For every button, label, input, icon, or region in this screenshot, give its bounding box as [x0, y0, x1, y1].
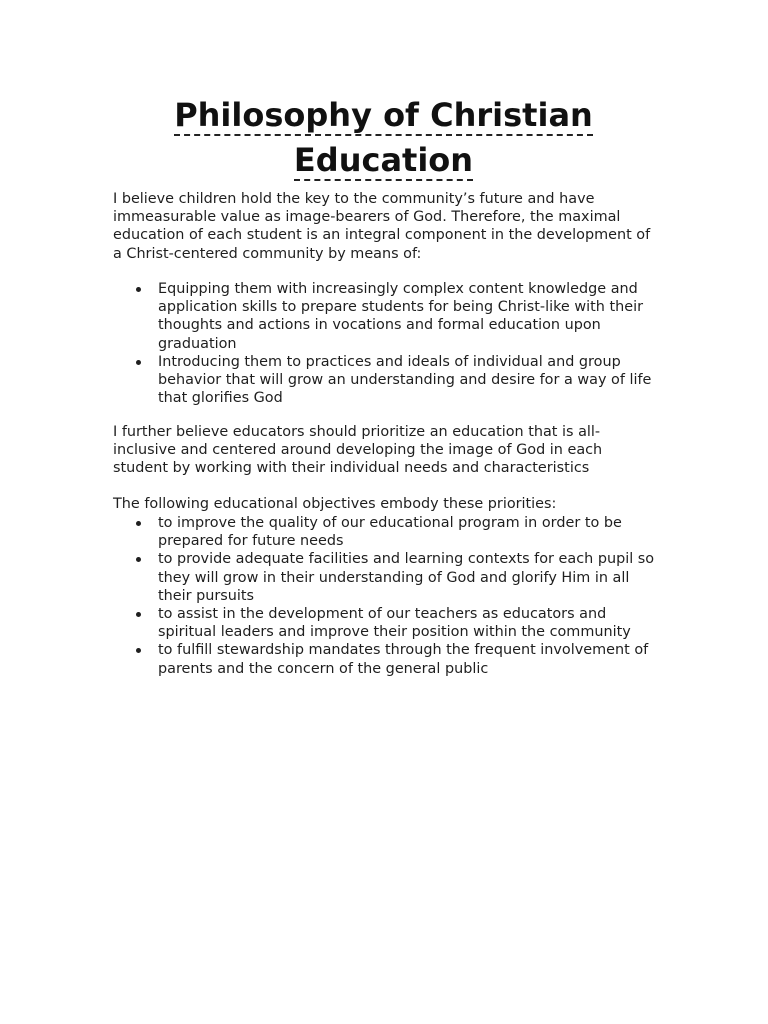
list-item	[113, 605, 658, 641]
list-item-text: to improve the quality of our educational program in order to be prepared for future needs	[158, 515, 622, 550]
list-item-text: to assist in the development of our teachers as educators and spiritual leaders and improve their position within the community	[158, 606, 631, 641]
document-title-text: Philosophy of Christian Education	[174, 96, 593, 179]
list-item-text: Equipping them with increasingly complex content knowledge and application skills to prepare students for being Christ-like with their thoughts and actions in vocations and formal education upon graduation	[158, 281, 644, 352]
bullet-icon	[136, 360, 141, 365]
bullet-icon	[136, 648, 141, 653]
list-item-text: Introducing them to practices and ideals of individual and group behavior that will grow an understanding and desire for a way of life that glorifies God	[158, 353, 652, 407]
document-title	[113, 93, 654, 183]
objectives-intro: The following educational objectives embody these priorities:	[113, 496, 557, 512]
bullet-icon	[136, 557, 141, 562]
list-item-text: to fulfill stewardship mandates through the frequent involvement of parents and the concern of the general public	[158, 642, 649, 677]
objectives-list	[113, 514, 658, 678]
list-item	[113, 550, 658, 605]
educators-paragraph: I further believe educators should prioritize an education that is all-inclusive and centered around developing the image of God in each student by working with their individual needs and characteristics	[113, 424, 603, 477]
list-item	[113, 514, 658, 550]
list-item	[113, 353, 658, 408]
means-list	[113, 280, 658, 407]
bullet-icon	[136, 287, 141, 292]
list-item	[113, 641, 658, 677]
intro-paragraph: I believe children hold the key to the community’s future and have immeasurable value as image-bearers of God. Therefore, the maximal education of each student is an integral component in the development of a Christ-centered community by means of:	[113, 191, 651, 262]
list-item-text: to provide adequate facilities and learning contexts for each pupil so they will grow in their understanding of God and glorify Him in all their pursuits	[158, 551, 655, 604]
list-item	[113, 280, 658, 353]
bullet-icon	[136, 612, 141, 617]
bullet-icon	[136, 521, 141, 526]
